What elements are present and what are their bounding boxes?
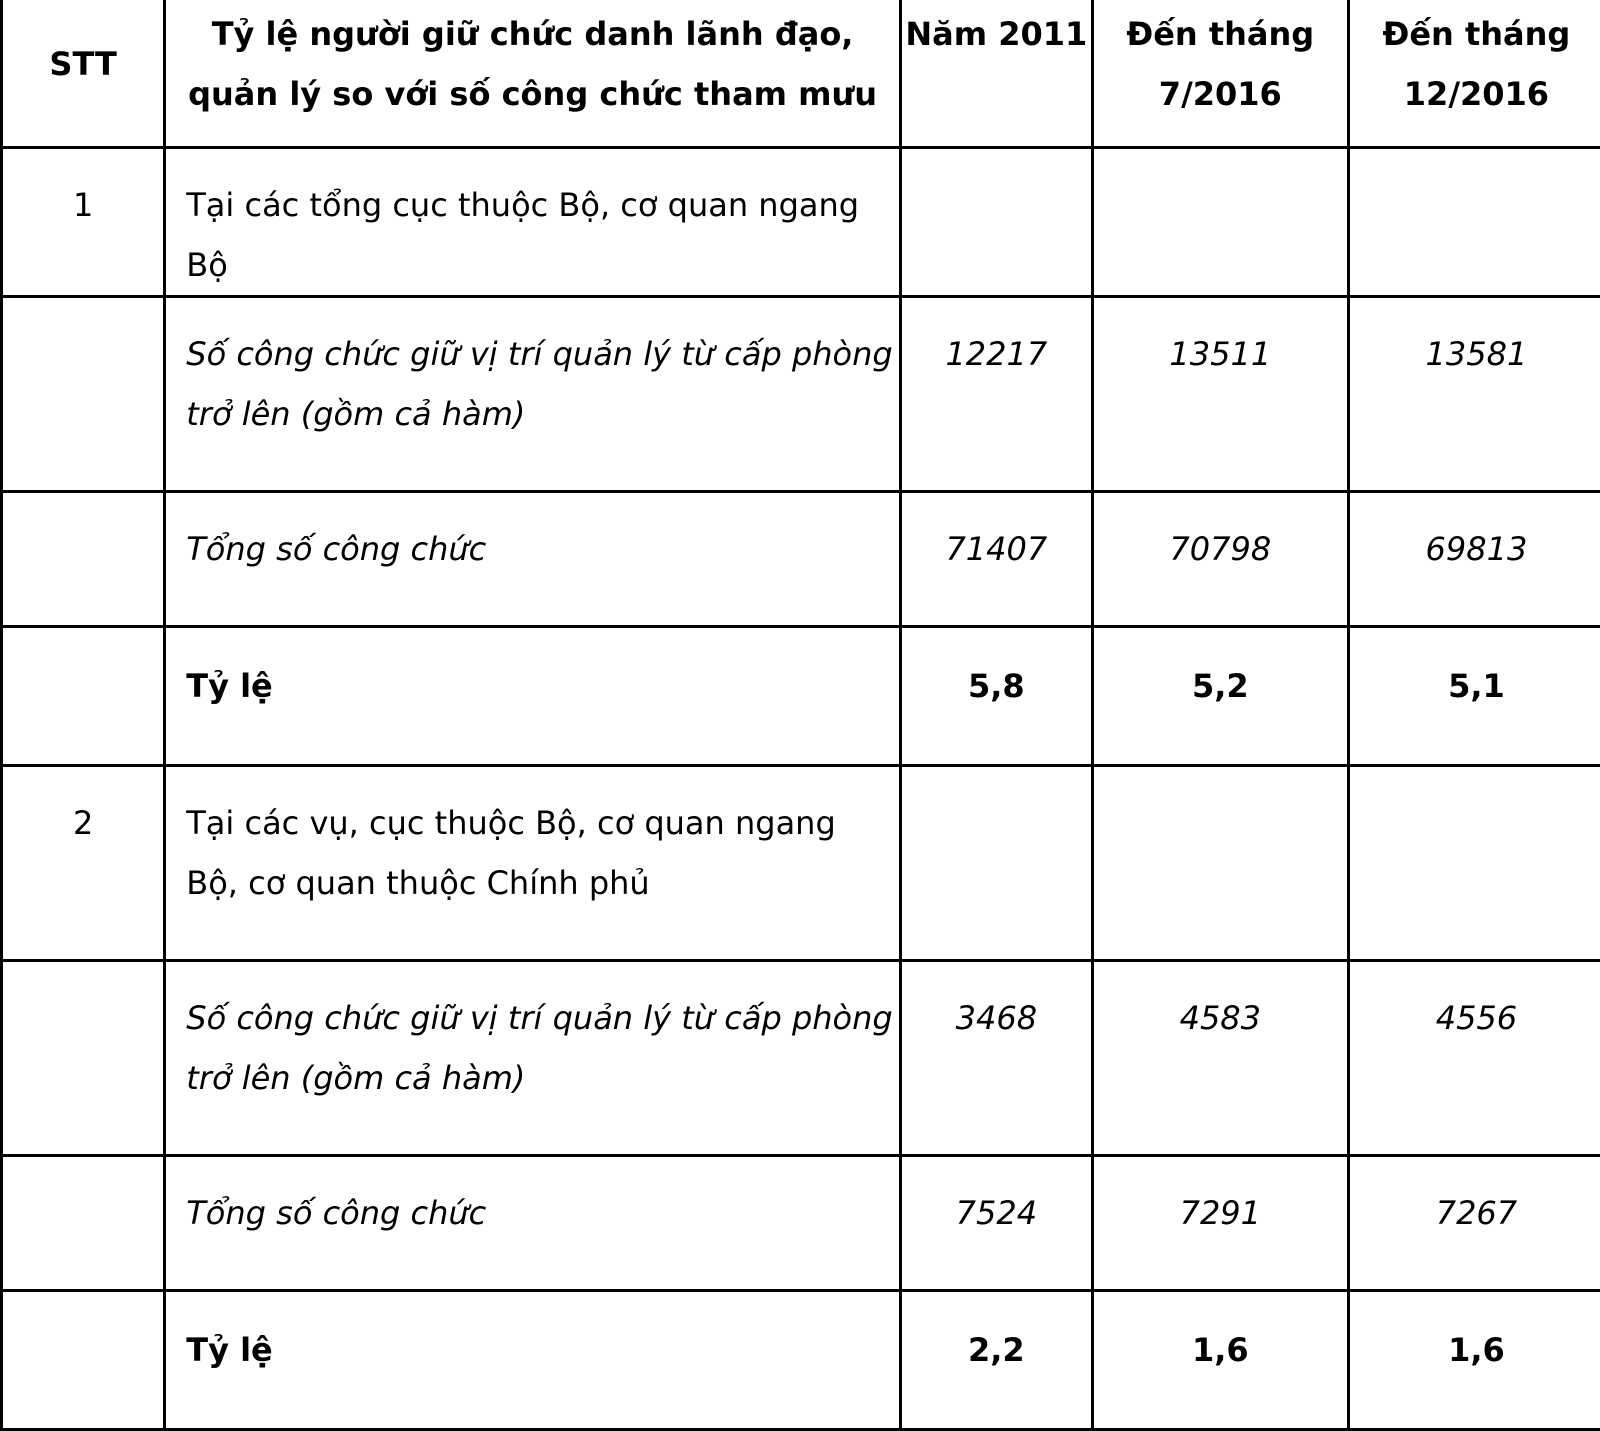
- empty-cell: [2, 961, 165, 1156]
- row-label: Tổng số công chức: [165, 1156, 901, 1291]
- group-label: Tại các vụ, cục thuộc Bộ, cơ quan ngang Bộ, cơ quan thuộc Chính phủ: [165, 766, 901, 961]
- row-label: Số công chức giữ vị trí quản lý từ cấp phòng trở lên (gồm cả hàm): [165, 961, 901, 1156]
- table-row: [2, 766, 1600, 961]
- row-label: Số công chức giữ vị trí quản lý từ cấp phòng trở lên (gồm cả hàm): [165, 297, 901, 492]
- value-2011: 2,2: [900, 1291, 1092, 1430]
- value-7-2016: 1,6: [1092, 1291, 1348, 1430]
- empty-cell: [2, 1156, 165, 1291]
- table-row: [2, 148, 1600, 297]
- value-7-2016: 5,2: [1092, 627, 1348, 766]
- row-label: Tổng số công chức: [165, 492, 901, 627]
- header-2011: Năm 2011: [900, 0, 1092, 148]
- header-stt: STT: [2, 0, 165, 148]
- table-header-row: [2, 0, 1600, 148]
- value-7-2016: 13511: [1092, 297, 1348, 492]
- table-row: [2, 492, 1600, 627]
- empty-cell: [2, 492, 165, 627]
- group-stt: 1: [2, 148, 165, 297]
- table-row: [2, 1291, 1600, 1430]
- header-7-2016: Đến tháng 7/2016: [1092, 0, 1348, 148]
- value-7-2016: 70798: [1092, 492, 1348, 627]
- row-label: Tỷ lệ: [165, 627, 901, 766]
- empty-cell: [2, 1291, 165, 1430]
- value-2011: 12217: [900, 297, 1092, 492]
- empty-cell: [900, 766, 1092, 961]
- value-7-2016: 7291: [1092, 1156, 1348, 1291]
- group-label: Tại các tổng cục thuộc Bộ, cơ quan ngang Bộ: [165, 148, 901, 297]
- empty-cell: [2, 627, 165, 766]
- empty-cell: [1092, 148, 1348, 297]
- header-12-2016: Đến tháng 12/2016: [1348, 0, 1600, 148]
- value-2011: 71407: [900, 492, 1092, 627]
- empty-cell: [1092, 766, 1348, 961]
- header-title: Tỷ lệ người giữ chức danh lãnh đạo, quản lý so với số công chức tham mưu: [165, 0, 901, 148]
- value-2011: 7524: [900, 1156, 1092, 1291]
- value-12-2016: 4556: [1348, 961, 1600, 1156]
- table-row: [2, 1156, 1600, 1291]
- value-12-2016: 7267: [1348, 1156, 1600, 1291]
- table-row: [2, 627, 1600, 766]
- table-row: [2, 961, 1600, 1156]
- group-stt: 2: [2, 766, 165, 961]
- value-7-2016: 4583: [1092, 961, 1348, 1156]
- empty-cell: [1348, 766, 1600, 961]
- value-12-2016: 1,6: [1348, 1291, 1600, 1430]
- row-label: Tỷ lệ: [165, 1291, 901, 1430]
- value-12-2016: 13581: [1348, 297, 1600, 492]
- value-12-2016: 5,1: [1348, 627, 1600, 766]
- value-2011: 5,8: [900, 627, 1092, 766]
- table-row: [2, 297, 1600, 492]
- empty-cell: [2, 297, 165, 492]
- value-12-2016: 69813: [1348, 492, 1600, 627]
- value-2011: 3468: [900, 961, 1092, 1156]
- empty-cell: [1348, 148, 1600, 297]
- empty-cell: [900, 148, 1092, 297]
